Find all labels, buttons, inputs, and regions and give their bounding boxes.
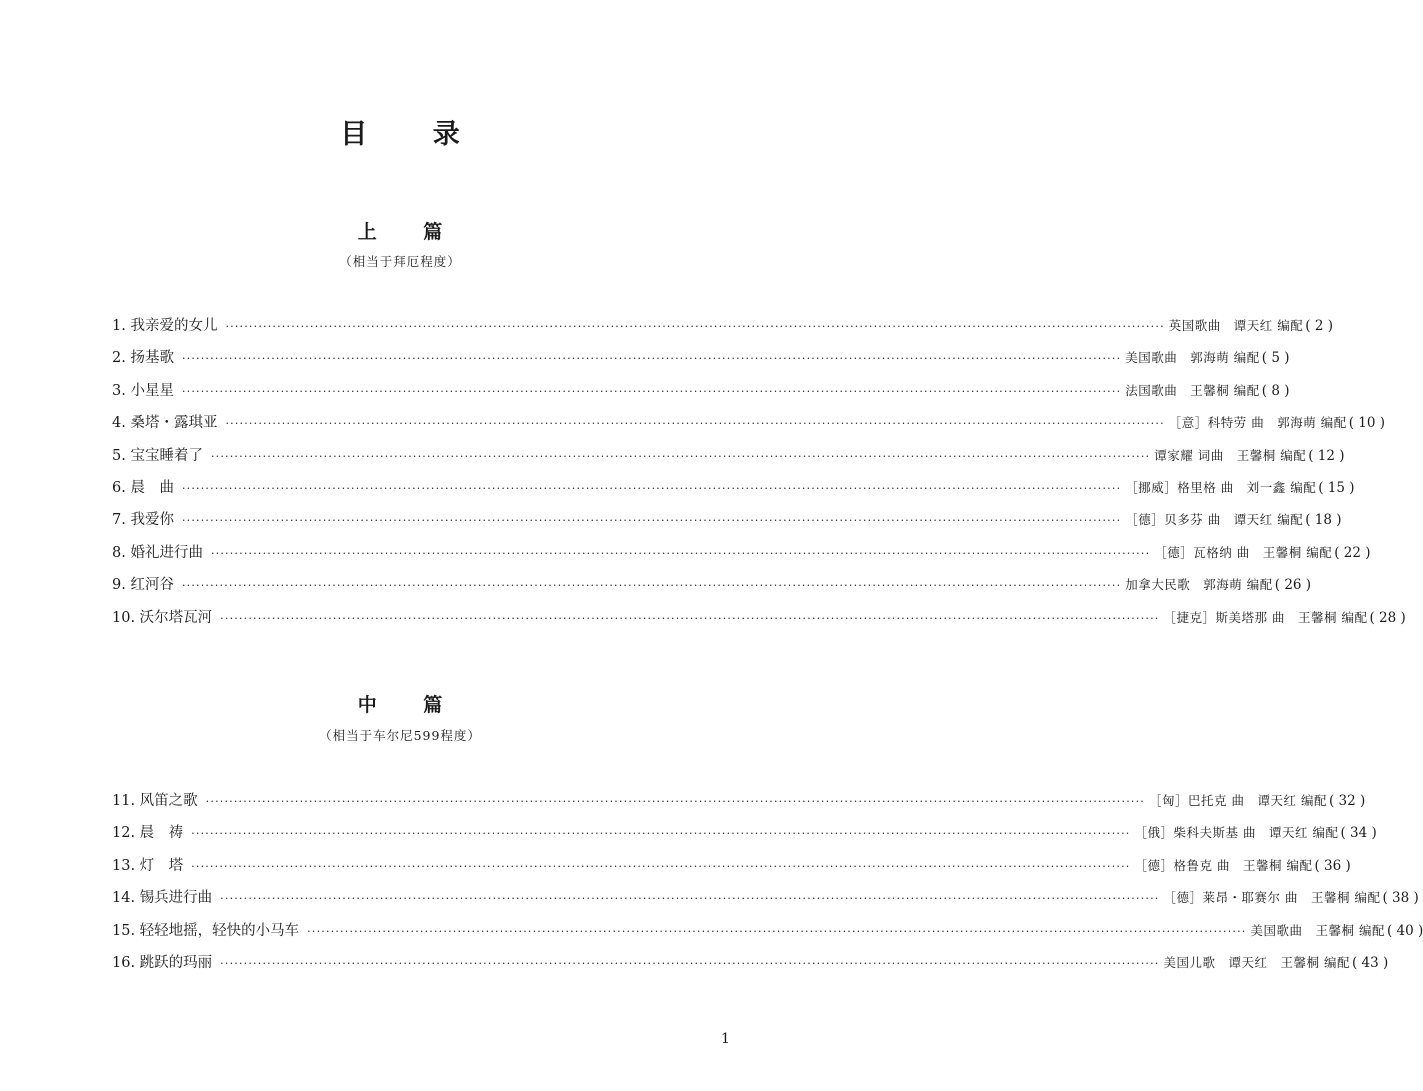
toc-entry-credit: ［德］瓦格纳 曲 王馨桐 编配 [1154, 544, 1333, 560]
dot-leader: ········································································································································································································ [181, 352, 1122, 366]
toc-entry-page: ( 10 ) [1348, 415, 1386, 432]
toc-entry[interactable] [112, 375, 1290, 407]
toc-entry[interactable] [112, 537, 1371, 569]
dot-leader: ········································································································································································································ [225, 320, 1165, 333]
toc-entry-title: 16. 跳跃的玛丽 [112, 954, 213, 971]
dot-leader: ········································································································································································································ [210, 449, 1151, 463]
toc-entry-credit: 美国儿歌 谭天红 王馨桐 编配 [1163, 954, 1350, 970]
dot-leader: ········································································································································································································ [220, 611, 1160, 625]
section-subtitle-upper: （相当于拜厄程度） [339, 254, 461, 269]
toc-entry-title: 13. 灯 塔 [112, 857, 184, 874]
toc-entry[interactable] [112, 342, 1290, 374]
toc-entry-title: 14. 锡兵进行曲 [112, 890, 213, 907]
toc-entry-credit: ［德］贝多芬 曲 谭天红 编配 [1125, 512, 1304, 528]
dot-leader: ········································································································································································································ [191, 859, 1131, 873]
toc-entry-title: 10. 沃尔塔瓦河 [112, 609, 213, 626]
toc-entry[interactable] [112, 850, 1351, 882]
toc-entry-title: 4. 桑塔・露琪亚 [112, 415, 218, 432]
toc-entry-page: ( 2 ) [1305, 318, 1333, 334]
toc-list-middle [112, 785, 1423, 979]
toc-entry[interactable] [112, 602, 1406, 634]
toc-entry[interactable] [112, 472, 1355, 504]
toc-entry-title: 9. 红河谷 [112, 577, 174, 594]
toc-entry-credit: ［挪威］格里格 曲 刘一鑫 编配 [1125, 479, 1317, 495]
toc-entry-page: ( 18 ) [1305, 512, 1342, 529]
toc-entry-page: ( 28 ) [1369, 609, 1406, 626]
toc-entry-credit: ［捷克］斯美塔那 曲 王馨桐 编配 [1163, 609, 1368, 625]
toc-entry-credit: 美国歌曲 王馨桐 编配 [1250, 922, 1385, 938]
toc-entry-credit: 谭家耀 词曲 王馨桐 编配 [1154, 447, 1307, 463]
page-title: 目 录 [340, 119, 488, 150]
toc-entry-credit: ［德］格鲁克 曲 王馨桐 编配 [1134, 857, 1313, 873]
toc-entry[interactable] [112, 915, 1423, 947]
toc-entry-page: ( 12 ) [1308, 447, 1345, 464]
toc-entry-credit: ［俄］柴科夫斯基 曲 谭天红 编配 [1134, 825, 1339, 841]
toc-entry-page: ( 36 ) [1314, 857, 1351, 874]
section-heading-middle: 中 篇 [357, 694, 463, 716]
toc-entry[interactable] [112, 504, 1342, 536]
toc-entry-title: 2. 扬基歌 [112, 350, 174, 367]
toc-entry-page: ( 43 ) [1351, 954, 1389, 971]
toc-entry-credit: 加拿大民歌 郭海萌 编配 [1125, 577, 1273, 593]
dot-leader: ········································································································································································································ [181, 481, 1122, 495]
dot-leader: ········································································································································································································ [181, 579, 1122, 593]
toc-entry-title: 3. 小星星 [112, 382, 174, 399]
section-heading-upper: 上 篇 [357, 221, 463, 243]
dot-leader: ········································································································································································································ [210, 546, 1151, 560]
toc-entry-page: ( 22 ) [1334, 544, 1371, 561]
toc-entry[interactable] [112, 569, 1312, 601]
toc-entry-credit: 美国歌曲 郭海萌 编配 [1125, 350, 1260, 366]
toc-entry-page: ( 8 ) [1261, 382, 1290, 399]
toc-entry-page: ( 34 ) [1340, 825, 1377, 842]
toc-entry-page: ( 26 ) [1274, 577, 1312, 594]
toc-entry[interactable] [112, 882, 1419, 914]
dot-leader: ········································································································································································································ [181, 514, 1122, 528]
dot-leader: ········································································································································································································ [220, 892, 1160, 906]
page-number: 1 [721, 1031, 730, 1047]
toc-entry[interactable] [112, 310, 1333, 342]
toc-entry-credit: 英国歌曲 谭天红 编配 [1168, 318, 1304, 333]
toc-entry-page: ( 32 ) [1328, 793, 1366, 809]
toc-entry-page: ( 40 ) [1386, 922, 1423, 939]
dot-leader: ········································································································································································································ [191, 827, 1131, 841]
toc-entry[interactable] [112, 817, 1377, 849]
toc-entry-page: ( 15 ) [1318, 479, 1355, 496]
toc-entry[interactable] [112, 947, 1389, 979]
toc-entry-credit: ［匈］巴托克 曲 谭天红 编配 [1149, 793, 1327, 808]
toc-entry[interactable] [112, 407, 1386, 439]
dot-leader: ········································································································································································································ [225, 417, 1165, 431]
section-subtitle-middle: （相当于车尔尼599程度） [319, 728, 481, 743]
toc-entry-title: 7. 我爱你 [112, 512, 174, 529]
toc-entry[interactable] [112, 785, 1366, 817]
toc-entry-page: ( 5 ) [1261, 350, 1290, 367]
dot-leader: ········································································································································································································ [307, 924, 1247, 938]
toc-entry[interactable] [112, 440, 1345, 472]
toc-entry-credit: ［意］科特劳 曲 郭海萌 编配 [1168, 415, 1347, 431]
toc-entry-title: 12. 晨 祷 [112, 825, 184, 842]
toc-list-upper [112, 310, 1406, 634]
dot-leader: ········································································································································································································ [220, 956, 1160, 970]
toc-entry-title: 11. 风笛之歌 [112, 793, 198, 809]
dot-leader: ········································································································································································································ [205, 795, 1145, 808]
toc-entry-page: ( 38 ) [1382, 890, 1419, 907]
toc-entry-credit: ［德］莱昂・耶赛尔 曲 王馨桐 编配 [1163, 890, 1381, 906]
toc-entry-title: 1. 我亲爱的女儿 [112, 318, 218, 334]
toc-entry-title: 15. 轻轻地摇，轻快的小马车 [112, 922, 300, 939]
toc-entry-title: 6. 晨 曲 [112, 479, 174, 496]
toc-entry-credit: 法国歌曲 王馨桐 编配 [1125, 382, 1260, 398]
toc-entry-title: 8. 婚礼进行曲 [112, 544, 203, 561]
toc-entry-title: 5. 宝宝睡着了 [112, 447, 203, 464]
dot-leader: ········································································································································································································ [181, 384, 1122, 398]
